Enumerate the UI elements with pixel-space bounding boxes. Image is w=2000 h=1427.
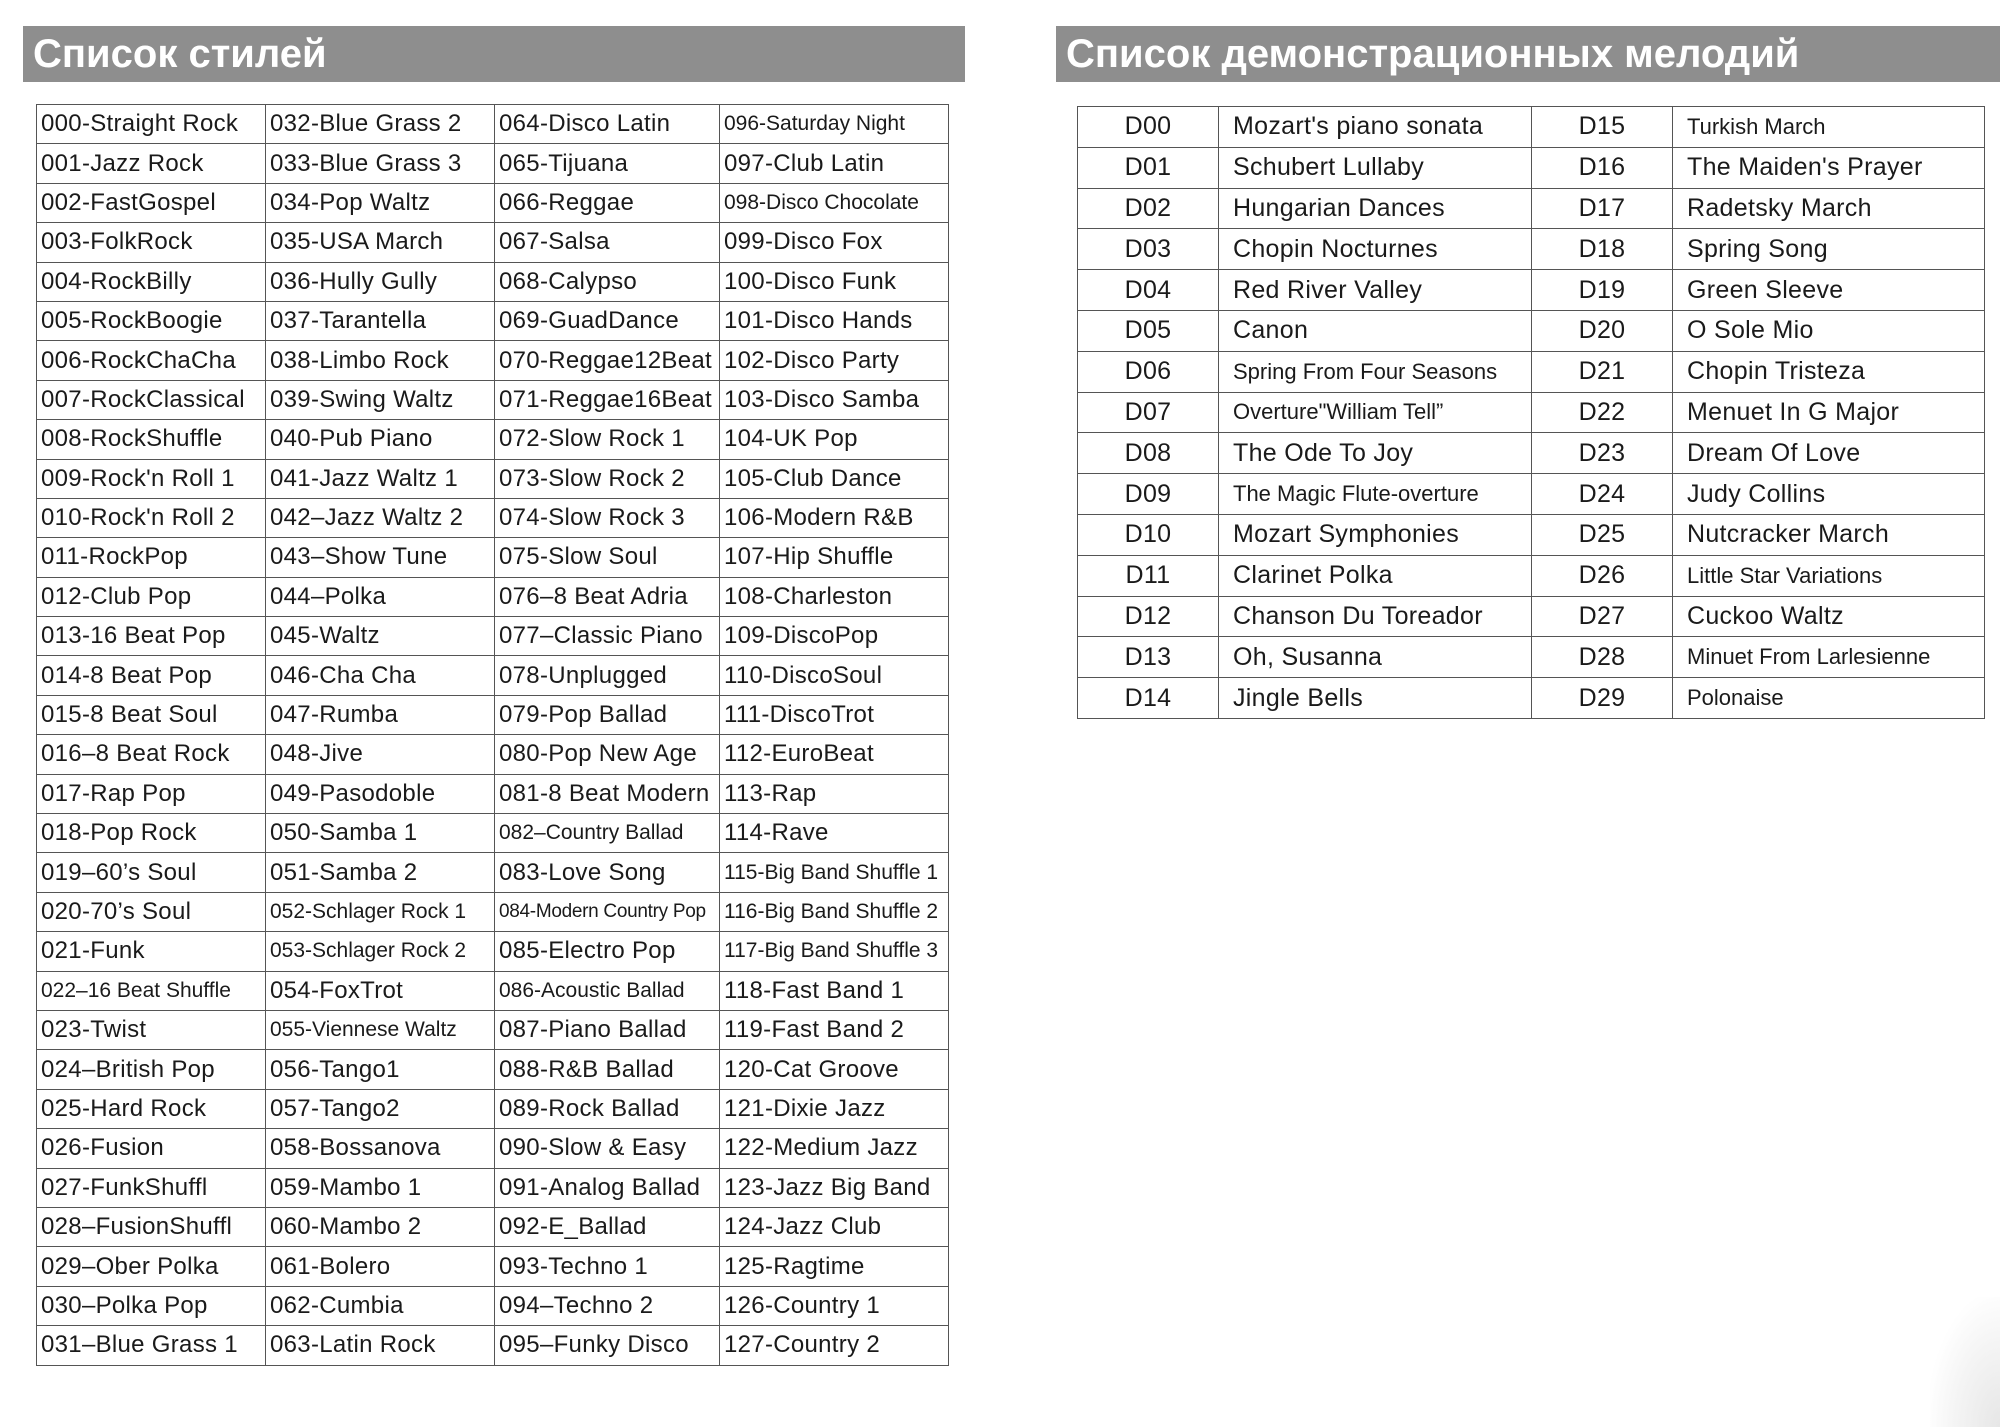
demo-row <box>1078 433 1985 474</box>
demo-code-cell: D26 <box>1532 555 1673 596</box>
style-cell: 063-Latin Rock <box>266 1326 495 1365</box>
style-row <box>37 577 949 616</box>
demo-row <box>1078 555 1985 596</box>
style-cell: 056-Tango1 <box>266 1050 495 1089</box>
style-cell: 046-Cha Cha <box>266 656 495 695</box>
style-cell: 092-E_Ballad <box>495 1207 720 1246</box>
style-cell: 052-Schlager Rock 1 <box>266 892 495 931</box>
demo-code-cell: D25 <box>1532 514 1673 555</box>
style-cell: 045-Waltz <box>266 617 495 656</box>
demo-code-cell: D12 <box>1078 596 1219 637</box>
style-cell: 020-70’s Soul <box>37 892 266 931</box>
style-cell: 043–Show Tune <box>266 538 495 577</box>
style-row <box>37 774 949 813</box>
style-cell: 103-Disco Samba <box>720 380 949 419</box>
style-cell: 120-Cat Groove <box>720 1050 949 1089</box>
style-row <box>37 1050 949 1089</box>
style-cell: 096-Saturday Night <box>720 105 949 144</box>
style-cell: 023-Twist <box>37 1010 266 1049</box>
demo-name-cell: Canon <box>1219 310 1532 351</box>
style-cell: 037-Tarantella <box>266 301 495 340</box>
style-cell: 108-Charleston <box>720 577 949 616</box>
demo-code-cell: D23 <box>1532 433 1673 474</box>
demo-name-cell: Oh, Susanna <box>1219 637 1532 678</box>
page-curl-shadow <box>1930 1297 2000 1427</box>
demo-name-cell: Spring Song <box>1673 229 1985 270</box>
style-cell: 025-Hard Rock <box>37 1089 266 1128</box>
demo-name-cell: The Magic Flute-overture <box>1219 474 1532 515</box>
demo-name-cell: Clarinet Polka <box>1219 555 1532 596</box>
style-cell: 042–Jazz Waltz 2 <box>266 498 495 537</box>
style-cell: 066-Reggae <box>495 183 720 222</box>
style-cell: 062-Cumbia <box>266 1286 495 1325</box>
style-cell: 055-Viennese Waltz <box>266 1010 495 1049</box>
style-row <box>37 538 949 577</box>
style-cell: 094–Techno 2 <box>495 1286 720 1325</box>
demo-name-cell: Judy Collins <box>1673 474 1985 515</box>
style-cell: 033-Blue Grass 3 <box>266 144 495 183</box>
demo-code-cell: D09 <box>1078 474 1219 515</box>
style-cell: 065-Tijuana <box>495 144 720 183</box>
style-cell: 017-Rap Pop <box>37 774 266 813</box>
style-cell: 099-Disco Fox <box>720 223 949 262</box>
style-cell: 039-Swing Waltz <box>266 380 495 419</box>
style-cell: 031–Blue Grass 1 <box>37 1326 266 1365</box>
demo-name-cell: Schubert Lullaby <box>1219 147 1532 188</box>
style-cell: 007-RockClassical <box>37 380 266 419</box>
style-row <box>37 1286 949 1325</box>
style-row <box>37 380 949 419</box>
styles-list-title: Список стилей <box>23 26 965 82</box>
demo-name-cell: O Sole Mio <box>1673 310 1985 351</box>
style-row <box>37 1168 949 1207</box>
style-cell: 009-Rock'n Roll 1 <box>37 459 266 498</box>
style-cell: 125-Ragtime <box>720 1247 949 1286</box>
demo-name-cell: Green Sleeve <box>1673 270 1985 311</box>
demo-name-cell: Mozart's piano sonata <box>1219 107 1532 148</box>
style-cell: 068-Calypso <box>495 262 720 301</box>
style-row <box>37 1089 949 1128</box>
style-cell: 021-Funk <box>37 932 266 971</box>
style-row <box>37 814 949 853</box>
style-cell: 035-USA March <box>266 223 495 262</box>
style-row <box>37 262 949 301</box>
demo-name-cell: Spring From Four Seasons <box>1219 351 1532 392</box>
style-cell: 006-RockChaCha <box>37 341 266 380</box>
demo-code-cell: D08 <box>1078 433 1219 474</box>
style-cell: 104-UK Pop <box>720 420 949 459</box>
style-cell: 097-Club Latin <box>720 144 949 183</box>
demo-code-cell: D07 <box>1078 392 1219 433</box>
demo-row <box>1078 678 1985 719</box>
style-row <box>37 459 949 498</box>
style-cell: 005-RockBoogie <box>37 301 266 340</box>
style-row <box>37 1207 949 1246</box>
style-cell: 041-Jazz Waltz 1 <box>266 459 495 498</box>
style-row <box>37 183 949 222</box>
style-cell: 073-Slow Rock 2 <box>495 459 720 498</box>
style-cell: 061-Bolero <box>266 1247 495 1286</box>
style-cell: 075-Slow Soul <box>495 538 720 577</box>
style-cell: 123-Jazz Big Band <box>720 1168 949 1207</box>
style-cell: 069-GuadDance <box>495 301 720 340</box>
demo-code-cell: D05 <box>1078 310 1219 351</box>
demo-code-cell: D14 <box>1078 678 1219 719</box>
style-row <box>37 1247 949 1286</box>
style-cell: 002-FastGospel <box>37 183 266 222</box>
demo-name-cell: Chopin Nocturnes <box>1219 229 1532 270</box>
style-cell: 058-Bossanova <box>266 1129 495 1168</box>
demo-code-cell: D28 <box>1532 637 1673 678</box>
style-cell: 084-Modern Country Pop <box>495 892 720 931</box>
styles-table <box>36 104 949 1366</box>
style-cell: 010-Rock'n Roll 2 <box>37 498 266 537</box>
demo-name-cell: Chanson Du Toreador <box>1219 596 1532 637</box>
style-row <box>37 1326 949 1365</box>
demo-name-cell: Menuet In G Major <box>1673 392 1985 433</box>
style-cell: 119-Fast Band 2 <box>720 1010 949 1049</box>
style-cell: 093-Techno 1 <box>495 1247 720 1286</box>
demo-code-cell: D22 <box>1532 392 1673 433</box>
demo-name-cell: Radetsky March <box>1673 188 1985 229</box>
style-cell: 064-Disco Latin <box>495 105 720 144</box>
style-cell: 036-Hully Gully <box>266 262 495 301</box>
demo-code-cell: D15 <box>1532 107 1673 148</box>
style-cell: 109-DiscoPop <box>720 617 949 656</box>
demo-name-cell: Polonaise <box>1673 678 1985 719</box>
style-row <box>37 105 949 144</box>
style-cell: 032-Blue Grass 2 <box>266 105 495 144</box>
style-cell: 051-Samba 2 <box>266 853 495 892</box>
demo-code-cell: D29 <box>1532 678 1673 719</box>
demo-name-cell: Nutcracker March <box>1673 514 1985 555</box>
style-cell: 050-Samba 1 <box>266 814 495 853</box>
style-cell: 089-Rock Ballad <box>495 1089 720 1128</box>
demo-name-cell: Little Star Variations <box>1673 555 1985 596</box>
style-cell: 029–Ober Polka <box>37 1247 266 1286</box>
demo-row <box>1078 351 1985 392</box>
style-cell: 113-Rap <box>720 774 949 813</box>
demo-name-cell: Dream Of Love <box>1673 433 1985 474</box>
demo-code-cell: D04 <box>1078 270 1219 311</box>
style-cell: 070-Reggae12Beat <box>495 341 720 380</box>
demo-code-cell: D16 <box>1532 147 1673 188</box>
style-cell: 098-Disco Chocolate <box>720 183 949 222</box>
demo-code-cell: D06 <box>1078 351 1219 392</box>
style-cell: 001-Jazz Rock <box>37 144 266 183</box>
demo-code-cell: D21 <box>1532 351 1673 392</box>
style-cell: 127-Country 2 <box>720 1326 949 1365</box>
style-cell: 091-Analog Ballad <box>495 1168 720 1207</box>
demo-code-cell: D24 <box>1532 474 1673 515</box>
demo-list-title: Список демонстрационных мелодий <box>1056 26 2000 82</box>
demo-name-cell: The Maiden's Prayer <box>1673 147 1985 188</box>
style-cell: 121-Dixie Jazz <box>720 1089 949 1128</box>
style-cell: 101-Disco Hands <box>720 301 949 340</box>
demo-code-cell: D17 <box>1532 188 1673 229</box>
style-cell: 071-Reggae16Beat <box>495 380 720 419</box>
demo-row <box>1078 107 1985 148</box>
style-cell: 078-Unplugged <box>495 656 720 695</box>
style-cell: 106-Modern R&B <box>720 498 949 537</box>
style-row <box>37 1010 949 1049</box>
demo-name-cell: Minuet From Larlesienne <box>1673 637 1985 678</box>
demo-code-cell: D00 <box>1078 107 1219 148</box>
style-cell: 085-Electro Pop <box>495 932 720 971</box>
style-cell: 111-DiscoTrot <box>720 695 949 734</box>
style-cell: 095–Funky Disco <box>495 1326 720 1365</box>
style-cell: 034-Pop Waltz <box>266 183 495 222</box>
demo-code-cell: D10 <box>1078 514 1219 555</box>
style-row <box>37 656 949 695</box>
demo-name-cell: Turkish March <box>1673 107 1985 148</box>
demo-code-cell: D01 <box>1078 147 1219 188</box>
style-row <box>37 223 949 262</box>
demo-name-cell: Red River Valley <box>1219 270 1532 311</box>
demo-row <box>1078 474 1985 515</box>
style-cell: 008-RockShuffle <box>37 420 266 459</box>
style-cell: 067-Salsa <box>495 223 720 262</box>
demo-name-cell: Cuckoo Waltz <box>1673 596 1985 637</box>
style-cell: 019–60’s Soul <box>37 853 266 892</box>
style-cell: 102-Disco Party <box>720 341 949 380</box>
style-cell: 122-Medium Jazz <box>720 1129 949 1168</box>
style-cell: 011-RockPop <box>37 538 266 577</box>
style-cell: 027-FunkShuffl <box>37 1168 266 1207</box>
style-cell: 022–16 Beat Shuffle <box>37 971 266 1010</box>
style-cell: 116-Big Band Shuffle 2 <box>720 892 949 931</box>
style-cell: 110-DiscoSoul <box>720 656 949 695</box>
style-row <box>37 932 949 971</box>
style-row <box>37 498 949 537</box>
style-cell: 048-Jive <box>266 735 495 774</box>
style-row <box>37 735 949 774</box>
style-cell: 114-Rave <box>720 814 949 853</box>
style-cell: 077–Classic Piano <box>495 617 720 656</box>
demo-row <box>1078 637 1985 678</box>
demo-row <box>1078 188 1985 229</box>
demo-table <box>1077 106 1985 719</box>
style-cell: 015-8 Beat Soul <box>37 695 266 734</box>
style-row <box>37 301 949 340</box>
style-cell: 126-Country 1 <box>720 1286 949 1325</box>
style-cell: 060-Mambo 2 <box>266 1207 495 1246</box>
style-row <box>37 853 949 892</box>
demo-row <box>1078 596 1985 637</box>
demo-name-cell: Overture"William Tell” <box>1219 392 1532 433</box>
style-cell: 054-FoxTrot <box>266 971 495 1010</box>
style-row <box>37 892 949 931</box>
style-cell: 074-Slow Rock 3 <box>495 498 720 537</box>
style-cell: 012-Club Pop <box>37 577 266 616</box>
demo-code-cell: D02 <box>1078 188 1219 229</box>
style-cell: 100-Disco Funk <box>720 262 949 301</box>
demo-code-cell: D11 <box>1078 555 1219 596</box>
style-cell: 082–Country Ballad <box>495 814 720 853</box>
demo-code-cell: D18 <box>1532 229 1673 270</box>
demo-name-cell: The Ode To Joy <box>1219 433 1532 474</box>
demo-name-cell: Chopin Tristeza <box>1673 351 1985 392</box>
style-cell: 013-16 Beat Pop <box>37 617 266 656</box>
style-cell: 086-Acoustic Ballad <box>495 971 720 1010</box>
style-cell: 112-EuroBeat <box>720 735 949 774</box>
style-cell: 072-Slow Rock 1 <box>495 420 720 459</box>
style-cell: 014-8 Beat Pop <box>37 656 266 695</box>
style-cell: 059-Mambo 1 <box>266 1168 495 1207</box>
style-cell: 118-Fast Band 1 <box>720 971 949 1010</box>
style-cell: 026-Fusion <box>37 1129 266 1168</box>
style-cell: 087-Piano Ballad <box>495 1010 720 1049</box>
style-cell: 076–8 Beat Adria <box>495 577 720 616</box>
demo-row <box>1078 229 1985 270</box>
style-cell: 080-Pop New Age <box>495 735 720 774</box>
style-row <box>37 144 949 183</box>
demo-code-cell: D20 <box>1532 310 1673 351</box>
demo-code-cell: D03 <box>1078 229 1219 270</box>
demo-name-cell: Mozart Symphonies <box>1219 514 1532 555</box>
style-cell: 090-Slow & Easy <box>495 1129 720 1168</box>
style-cell: 057-Tango2 <box>266 1089 495 1128</box>
style-cell: 000-Straight Rock <box>37 105 266 144</box>
demo-name-cell: Hungarian Dances <box>1219 188 1532 229</box>
style-row <box>37 617 949 656</box>
style-cell: 044–Polka <box>266 577 495 616</box>
style-cell: 030–Polka Pop <box>37 1286 266 1325</box>
demo-row <box>1078 147 1985 188</box>
style-row <box>37 1129 949 1168</box>
style-cell: 040-Pub Piano <box>266 420 495 459</box>
demo-row <box>1078 270 1985 311</box>
demo-code-cell: D13 <box>1078 637 1219 678</box>
style-cell: 004-RockBilly <box>37 262 266 301</box>
demo-row <box>1078 310 1985 351</box>
style-cell: 088-R&B Ballad <box>495 1050 720 1089</box>
style-cell: 038-Limbo Rock <box>266 341 495 380</box>
style-cell: 016–8 Beat Rock <box>37 735 266 774</box>
style-cell: 107-Hip Shuffle <box>720 538 949 577</box>
style-cell: 053-Schlager Rock 2 <box>266 932 495 971</box>
demo-row <box>1078 392 1985 433</box>
style-cell: 024–British Pop <box>37 1050 266 1089</box>
style-cell: 124-Jazz Club <box>720 1207 949 1246</box>
demo-code-cell: D19 <box>1532 270 1673 311</box>
style-cell: 083-Love Song <box>495 853 720 892</box>
style-cell: 115-Big Band Shuffle 1 <box>720 853 949 892</box>
style-cell: 028–FusionShuffl <box>37 1207 266 1246</box>
demo-row <box>1078 514 1985 555</box>
style-cell: 018-Pop Rock <box>37 814 266 853</box>
demo-name-cell: Jingle Bells <box>1219 678 1532 719</box>
style-cell: 117-Big Band Shuffle 3 <box>720 932 949 971</box>
style-cell: 047-Rumba <box>266 695 495 734</box>
style-cell: 105-Club Dance <box>720 459 949 498</box>
style-row <box>37 420 949 459</box>
style-row <box>37 695 949 734</box>
style-cell: 081-8 Beat Modern <box>495 774 720 813</box>
style-row <box>37 341 949 380</box>
style-cell: 079-Pop Ballad <box>495 695 720 734</box>
demo-code-cell: D27 <box>1532 596 1673 637</box>
style-cell: 049-Pasodoble <box>266 774 495 813</box>
style-row <box>37 971 949 1010</box>
style-cell: 003-FolkRock <box>37 223 266 262</box>
